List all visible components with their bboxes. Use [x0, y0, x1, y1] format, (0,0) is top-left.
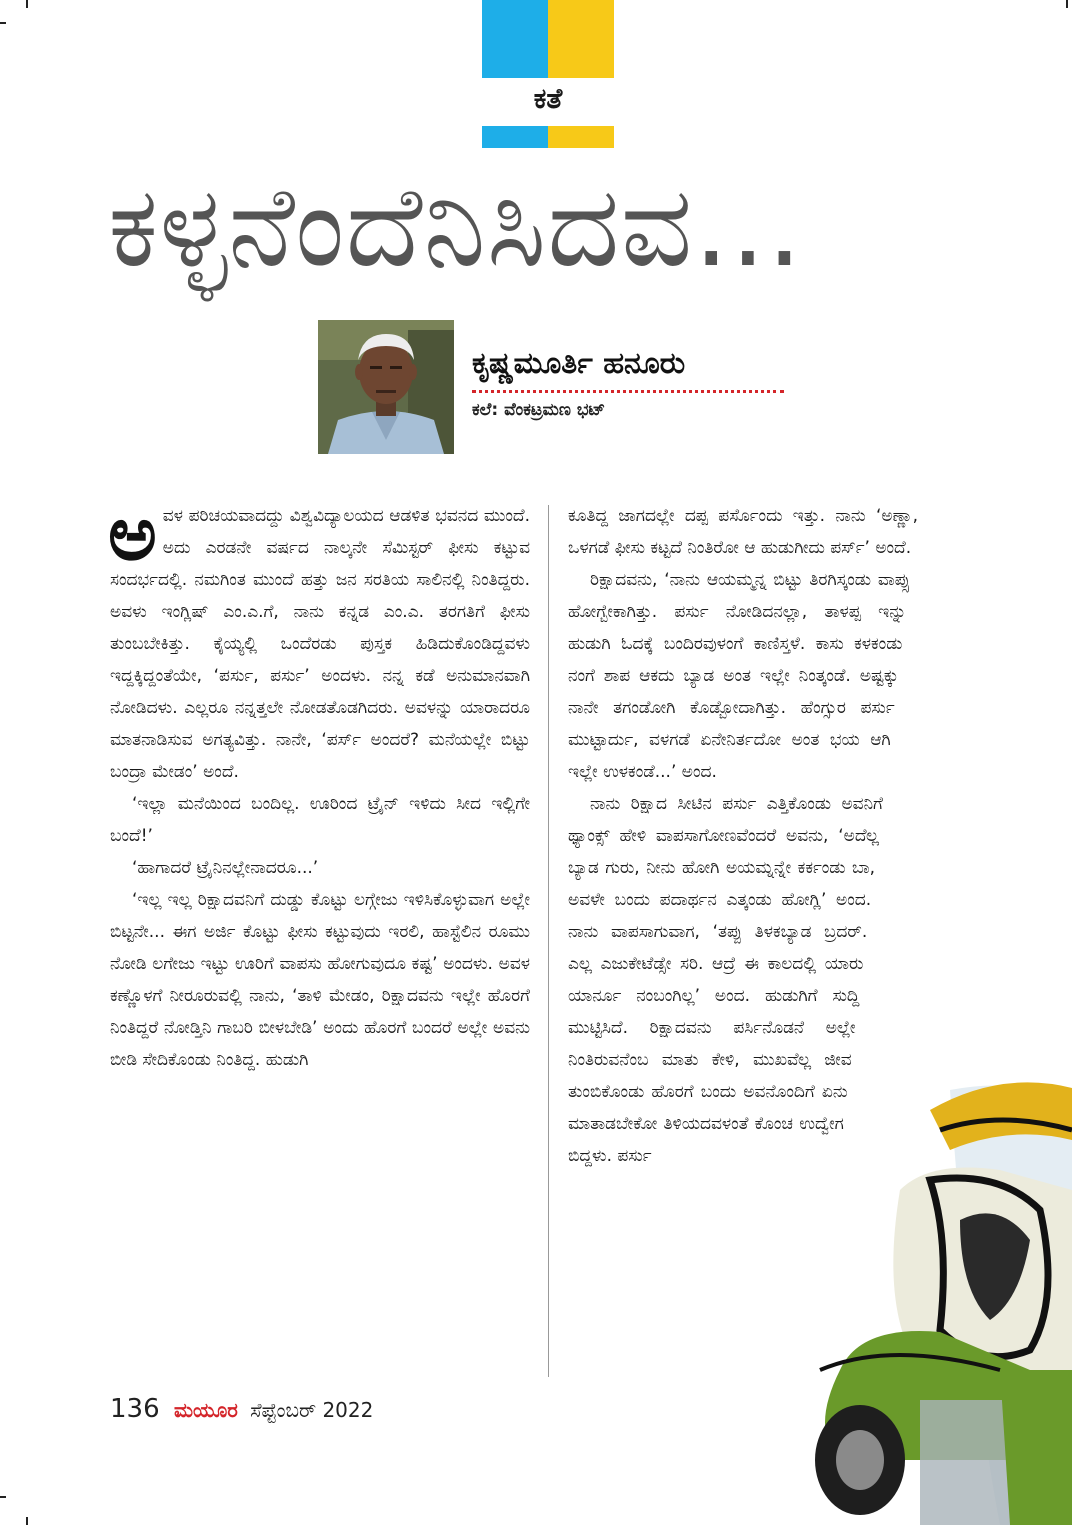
- article-paragraph: ರಿಕ್ಷಾದವನು, ‘ನಾನು ಆಯಮ್ಮನ್ನ ಬಿಟ್ಟು ತಿರಗಿಸ್ಕಂಡು ವಾಪ್ಸು ಹೋಗ್ಬೇಕಾಗಿತ್ತು. ಪರ್ಸು ನೋಡಿದನಲ್ಲಾ, ತಾಳಪ್ಪ ಇನ್ನು ಹುಡುಗಿ ಓದಕ್ಕೆ ಬಂದಿರವುಳಂಗೆ ಕಾಣಿಸ್ತಳೆ. ಕಾಸು ಕಳಕಂಡು ನಂಗೆ ಶಾಪ ಆಕದು ಬ್ಯಾಡ ಅಂತ ಇಲ್ಲೇ ನಿಂತ್ಕಂಡೆ. ಅಷ್ಟಕ್ಕು ನಾನೇ ತಗಂಡೋಗಿ ಕೊಡ್ಬೋದಾಗಿತ್ತು. ಹೆಂಗ್ಸುರ ಪರ್ಸು ಮುಟ್ಟಾರ್ದು, ವಳಗಡೆ ಏನೇನಿರ್ತದೋ ಅಂತ ಭಯ ಆಗಿ ಇಲ್ಲೇ ಉಳಕಂಡೆ...’ ಅಂದ.: [568, 570, 911, 782]
- issue-date: ಸೆಪ್ಟೆಂಬರ್ 2022: [250, 1398, 374, 1422]
- section-block-yellow-bottom: [548, 126, 614, 148]
- auto-rickshaw-illustration: [800, 1070, 1072, 1525]
- article-paragraph: ‘ಇಲ್ಲಾ ಮನೆಯಿಂದ ಬಂದಿಲ್ಲ. ಊರಿಂದ ಟ್ರೈನ್ ಇಳಿದು ಸೀದ ಇಲ್ಲಿಗೇ ಬಂದೆ!’: [110, 794, 530, 846]
- illustration-credit: ಕಲೆ: ವೆಂಕಟ್ರಮಣ ಭಟ್: [472, 400, 606, 420]
- section-block-yellow-top: [548, 0, 614, 78]
- author-name: ಕೃಷ್ಣಮೂರ್ತಿ ಹನೂರು: [472, 346, 686, 381]
- article-column-left: [108, 491, 530, 1076]
- crop-mark: [1066, 0, 1068, 8]
- article-paragraph: ‘ಹಾಗಾದರೆ ಟ್ರೈನಿನಲ್ಲೇನಾದರೂ...’: [132, 858, 319, 878]
- section-label: ಕತೆ: [533, 82, 563, 115]
- page-footer: [110, 1394, 373, 1424]
- article-paragraph: ಅವಳ ಪರಿಚಯವಾದದ್ದು ವಿಶ್ವವಿದ್ಯಾಲಯದ ಆಡಳಿತ ಭವನದ ಮುಂದೆ. ಅದು ಎರಡನೇ ವರ್ಷದ ನಾಲ್ಕನೇ ಸೆಮಿಸ್ಟರ್ ಫೀಸು ಕಟ್ಟುವ ಸಂದರ್ಭದಲ್ಲಿ. ನಮಗಿಂತ ಮುಂದೆ ಹತ್ತು ಜನ ಸರತಿಯ ಸಾಲಿನಲ್ಲಿ ನಿಂತಿದ್ದರು. ಅವಳು ಇಂಗ್ಲಿಷ್ ಎಂ.ಎ.ಗೆ, ನಾನು ಕನ್ನಡ ಎಂ.ಎ. ತರಗತಿಗೆ ಫೀಸು ತುಂಬಬೇಕಿತ್ತು. ಕೈಯ್ಯಲ್ಲಿ ಒಂದೆರಡು ಪುಸ್ತಕ ಹಿಡಿದುಕೊಂಡಿದ್ದವಳು ಇದ್ದಕ್ಕಿದ್ದಂತೆಯೇ, ‘ಪರ್ಸು, ಪರ್ಸು’ ಅಂದಳು. ನನ್ನ ಕಡೆ ಅನುಮಾನವಾಗಿ ನೋಡಿದಳು. ಎಲ್ಲರೂ ನನ್ನತ್ತಲೇ ನೋಡತೊಡಗಿದರು. ಅವಳನ್ನು ಯಾರಾದರೂ ಮಾತನಾಡಿಸುವ ಅಗತ್ಯವಿತ್ತು. ನಾನೇ, ‘ಪರ್ಸ್ ಅಂದರೆ? ಮನೆಯಲ್ಲೇ ಬಿಟ್ಟು ಬಂದ್ರಾ ಮೇಡಂ’ ಅಂದೆ.: [108, 491, 530, 782]
- author-photo: [318, 320, 454, 454]
- article-paragraph: ನಾನು ರಿಕ್ಷಾದ ಸೀಟಿನ ಪರ್ಸು ಎತ್ತಿಕೊಂಡು ಅವನಿಗೆ ಥ್ಯಾಂಕ್ಸ್ ಹೇಳಿ ವಾಪಸಾಗೋಣವೆಂದರೆ ಅವನು, ‘ಅದೆಲ್ಲ ಬ್ಯಾಡ ಗುರು, ನೀನು ಹೋಗಿ ಅಯಮ್ನನ್ನೇ ಕರ್ಕಂಡು ಬಾ, ಅವಳೇ ಬಂದು ಪದಾರ್ಥನ ಎತ್ಕಂಡು ಹೋಗ್ಲಿ’ ಅಂದ. ನಾನು ವಾಪಸಾಗುವಾಗ, ‘ತಪ್ಪು ತಿಳಕಬ್ಯಾಡ ಬ್ರದರ್. ಎಲ್ಲ ಎಜುಕೇಟೆಡ್ಸೇ ಸರಿ. ಆದ್ರೆ ಈ ಕಾಲದಲ್ಲಿ ಯಾರು ಯಾರ್ನೂ ನಂಬಂಗಿಲ್ಲ’ ಅಂದ. ಹುಡುಗಿಗೆ ಸುದ್ದಿ ಮುಟ್ಟಿಸಿದೆ. ರಿಕ್ಷಾದವನು ಪರ್ಸಿನೊಡನೆ ಅಲ್ಲೇ ನಿಂತಿರುವನೆಂಬ ಮಾತು ಕೇಳಿ, ಮುಖವೆಲ್ಲ ಜೀವ ತುಂಬಿಕೊಂಡು ಹೊರಗೆ ಬಂದು ಅವನೊಂದಿಗೆ ಏನು ಮಾತಾಡಬೇಕೋ ತಿಳಿಯದವಳಂತೆ ಕೊಂಚ ಉದ್ವೇಗ ಬಿದ್ದಳು. ಪರ್ಸು: [568, 794, 883, 1166]
- section-block-blue-bottom: [482, 126, 548, 148]
- crop-mark: [0, 1496, 6, 1498]
- article-paragraph: ಕೂತಿದ್ದ ಜಾಗದಲ್ಲೇ ದಪ್ಪ ಪರ್ಸೊಂದು ಇತ್ತು. ನಾನು ‘ಅಣ್ಣಾ, ಒಳಗಡೆ ಫೀಸು ಕಟ್ಟದೆ ನಿಂತಿರೋ ಆ ಹುಡುಗೀದು ಪರ್ಸ್’ ಅಂದೆ.: [568, 506, 919, 558]
- page-number: 136: [110, 1394, 160, 1424]
- crop-mark: [26, 1517, 28, 1525]
- author-rule: [472, 390, 784, 393]
- section-block-blue-top: [482, 0, 548, 78]
- drop-cap: ಅ: [108, 491, 157, 577]
- crop-mark: [0, 22, 6, 24]
- magazine-name: ಮಯೂರ: [174, 1398, 238, 1422]
- column-divider: [548, 505, 549, 1377]
- headline: ಕಳ್ಳನೆಂದೆನಿಸಿದವ...: [108, 162, 804, 292]
- crop-mark: [26, 0, 28, 8]
- article-paragraph: ‘ಇಲ್ಲ ಇಲ್ಲ ರಿಕ್ಷಾದವನಿಗೆ ದುಡ್ಡು ಕೊಟ್ಟು ಲಗ್ಗೇಜು ಇಳಿಸಿಕೊಳ್ಳುವಾಗ ಅಲ್ಲೇ ಬಿಟ್ಟನೇ... ಈಗ ಅರ್ಜಿ ಕೊಟ್ಟು ಫೀಸು ಕಟ್ಟುವುದು ಇರಲಿ, ಹಾಸ್ಟೆಲಿನ ರೂಮು ನೋಡಿ ಲಗೇಜು ಇಟ್ಟು ಊರಿಗೆ ವಾಪಸು ಹೋಗುವುದೂ ಕಷ್ಟ’ ಅಂದಳು. ಅವಳ ಕಣ್ಣೊಳಗೆ ನೀರೂರುವಲ್ಲಿ ನಾನು, ‘ತಾಳಿ ಮೇಡಂ, ರಿಕ್ಷಾದವನು ಇಲ್ಲೇ ಹೊರಗೆ ನಿಂತಿದ್ದರೆ ನೋಡ್ತಿನಿ ಗಾಬರಿ ಬೀಳಬೇಡಿ’ ಅಂದು ಹೊರಗೆ ಬಂದರೆ ಅಲ್ಲೇ ಅವನು ಬೀಡಿ ಸೇದಿಕೊಂಡು ನಿಂತಿದ್ದ. ಹುಡುಗಿ: [110, 890, 530, 1070]
